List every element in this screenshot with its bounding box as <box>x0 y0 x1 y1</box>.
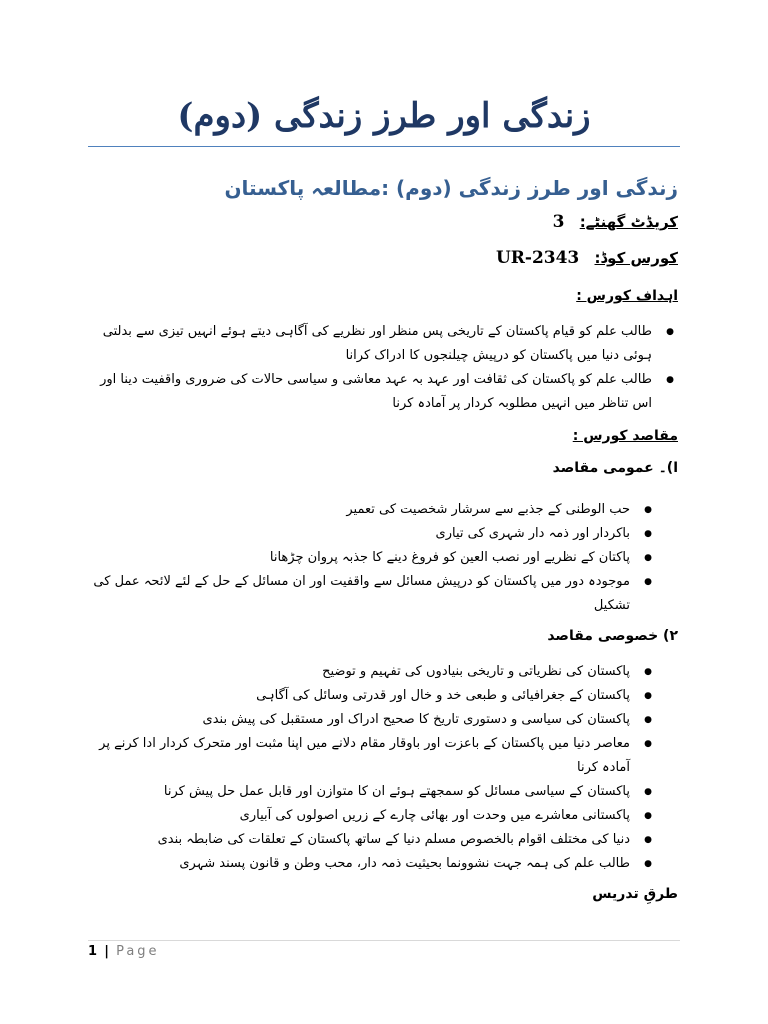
footer-separator: | <box>104 944 109 959</box>
credit-hours-row <box>90 212 678 232</box>
list-item: ● باکردار اور ذمہ دار شہری کی تیاری <box>90 522 678 546</box>
footer-divider <box>88 940 680 941</box>
specific-aims-list <box>90 660 678 876</box>
list-item: ● حب الوطنی کے جذبے سے سرشار شخصیت کی تعمیر <box>90 498 678 522</box>
objectives-list <box>90 320 678 416</box>
list-item: ● دنیا کی مختلف اقوام بالخصوص مسلم دنیا کے ساتھ پاکستان کے تعلقات کی ضابطہ بندی <box>90 828 678 852</box>
course-code-label: کورس کوڈ: <box>594 249 678 267</box>
list-item: ● پاکستان کے سیاسی مسائل کو سمجھتے ہوئے ان کا متوازن اور قابل عمل حل پیش کرنا <box>90 780 678 804</box>
list-item: ● پاکتان کے نظریے اور نصب العین کو فروغ دینے کا جذبہ پروان چڑھانا <box>90 546 678 570</box>
list-item: ● طالب علم کو پاکستان کی ثقافت اور عہد بہ عہد معاشی و سیاسی حالات کی ضروری واقفیت دینا اور اس تناظر میں انہیں مطلوبہ کردار پر آمادہ کرنا <box>90 368 678 416</box>
list-item: ● پاکستانی معاشرے میں وحدت اور بھائی چارے کے زریں اصولوں کی آبیاری <box>90 804 678 828</box>
list-item: ● پاکستان کی نظریاتی و تاریخی بنیادوں کی تفہیم و توضیح <box>90 660 678 684</box>
credit-hours-label: کریڈٹ گھنٹے: <box>579 213 678 231</box>
course-code-row <box>90 248 678 268</box>
general-aims-list <box>90 498 678 618</box>
list-item: ● پاکستان کی سیاسی و دستوری تاریخ کا صحیح ادراک اور مستقبل کی پیش بندی <box>90 708 678 732</box>
list-item: ● طالب علم کو قیام پاکستان کے تاریخی پس منظر اور نظریے کی آگاہی دیتے ہوئے انہیں تیزی سے بدلتی ہوئی دنیا میں پاکستان کو درپیش چیلنجوں کا ادراک کرانا <box>90 320 678 368</box>
title-underline <box>88 146 680 147</box>
teaching-method-heading: طرقِ تدریس <box>592 886 678 902</box>
page-label: Page <box>116 944 160 959</box>
list-item: ● معاصر دنیا میں پاکستان کے باعزت اور باوقار مقام دلانے میں اپنا مثبت اور متحرک کردار ادا کرنے پر آمادہ کرنا <box>90 732 678 780</box>
aims-heading: مقاصد کورس : <box>572 428 678 444</box>
page-number: 1 <box>88 944 98 959</box>
list-item: ● پاکستان کے جغرافیائی و طبعی خد و خال اور قدرتی وسائل کی آگاہی <box>90 684 678 708</box>
page-footer <box>88 944 160 959</box>
specific-aims-heading: ۲) خصوصی مقاصد <box>547 628 678 644</box>
general-aims-heading: ا)۔ عمومی مقاصد <box>552 460 678 476</box>
objectives-heading: اہداف کورس : <box>576 288 678 304</box>
list-item: ● طالب علم کی ہمہ جہت نشوونما بحیثیت ذمہ دار، محب وطن و قانون پسند شہری <box>90 852 678 876</box>
course-subtitle: زندگی اور طرز زندگی (دوم) :مطالعہ پاکستان <box>224 176 678 200</box>
credit-hours-value: 3 <box>552 212 565 232</box>
course-code-value: UR-2343 <box>495 248 580 268</box>
list-item: ● موجودہ دور میں پاکستان کو درپیش مسائل سے واقفیت اور ان مسائل کے حل کے لئے لائحہ عمل کی تشکیل <box>90 570 678 618</box>
page-title: زندگی اور طرز زندگی (دوم) <box>177 96 591 136</box>
